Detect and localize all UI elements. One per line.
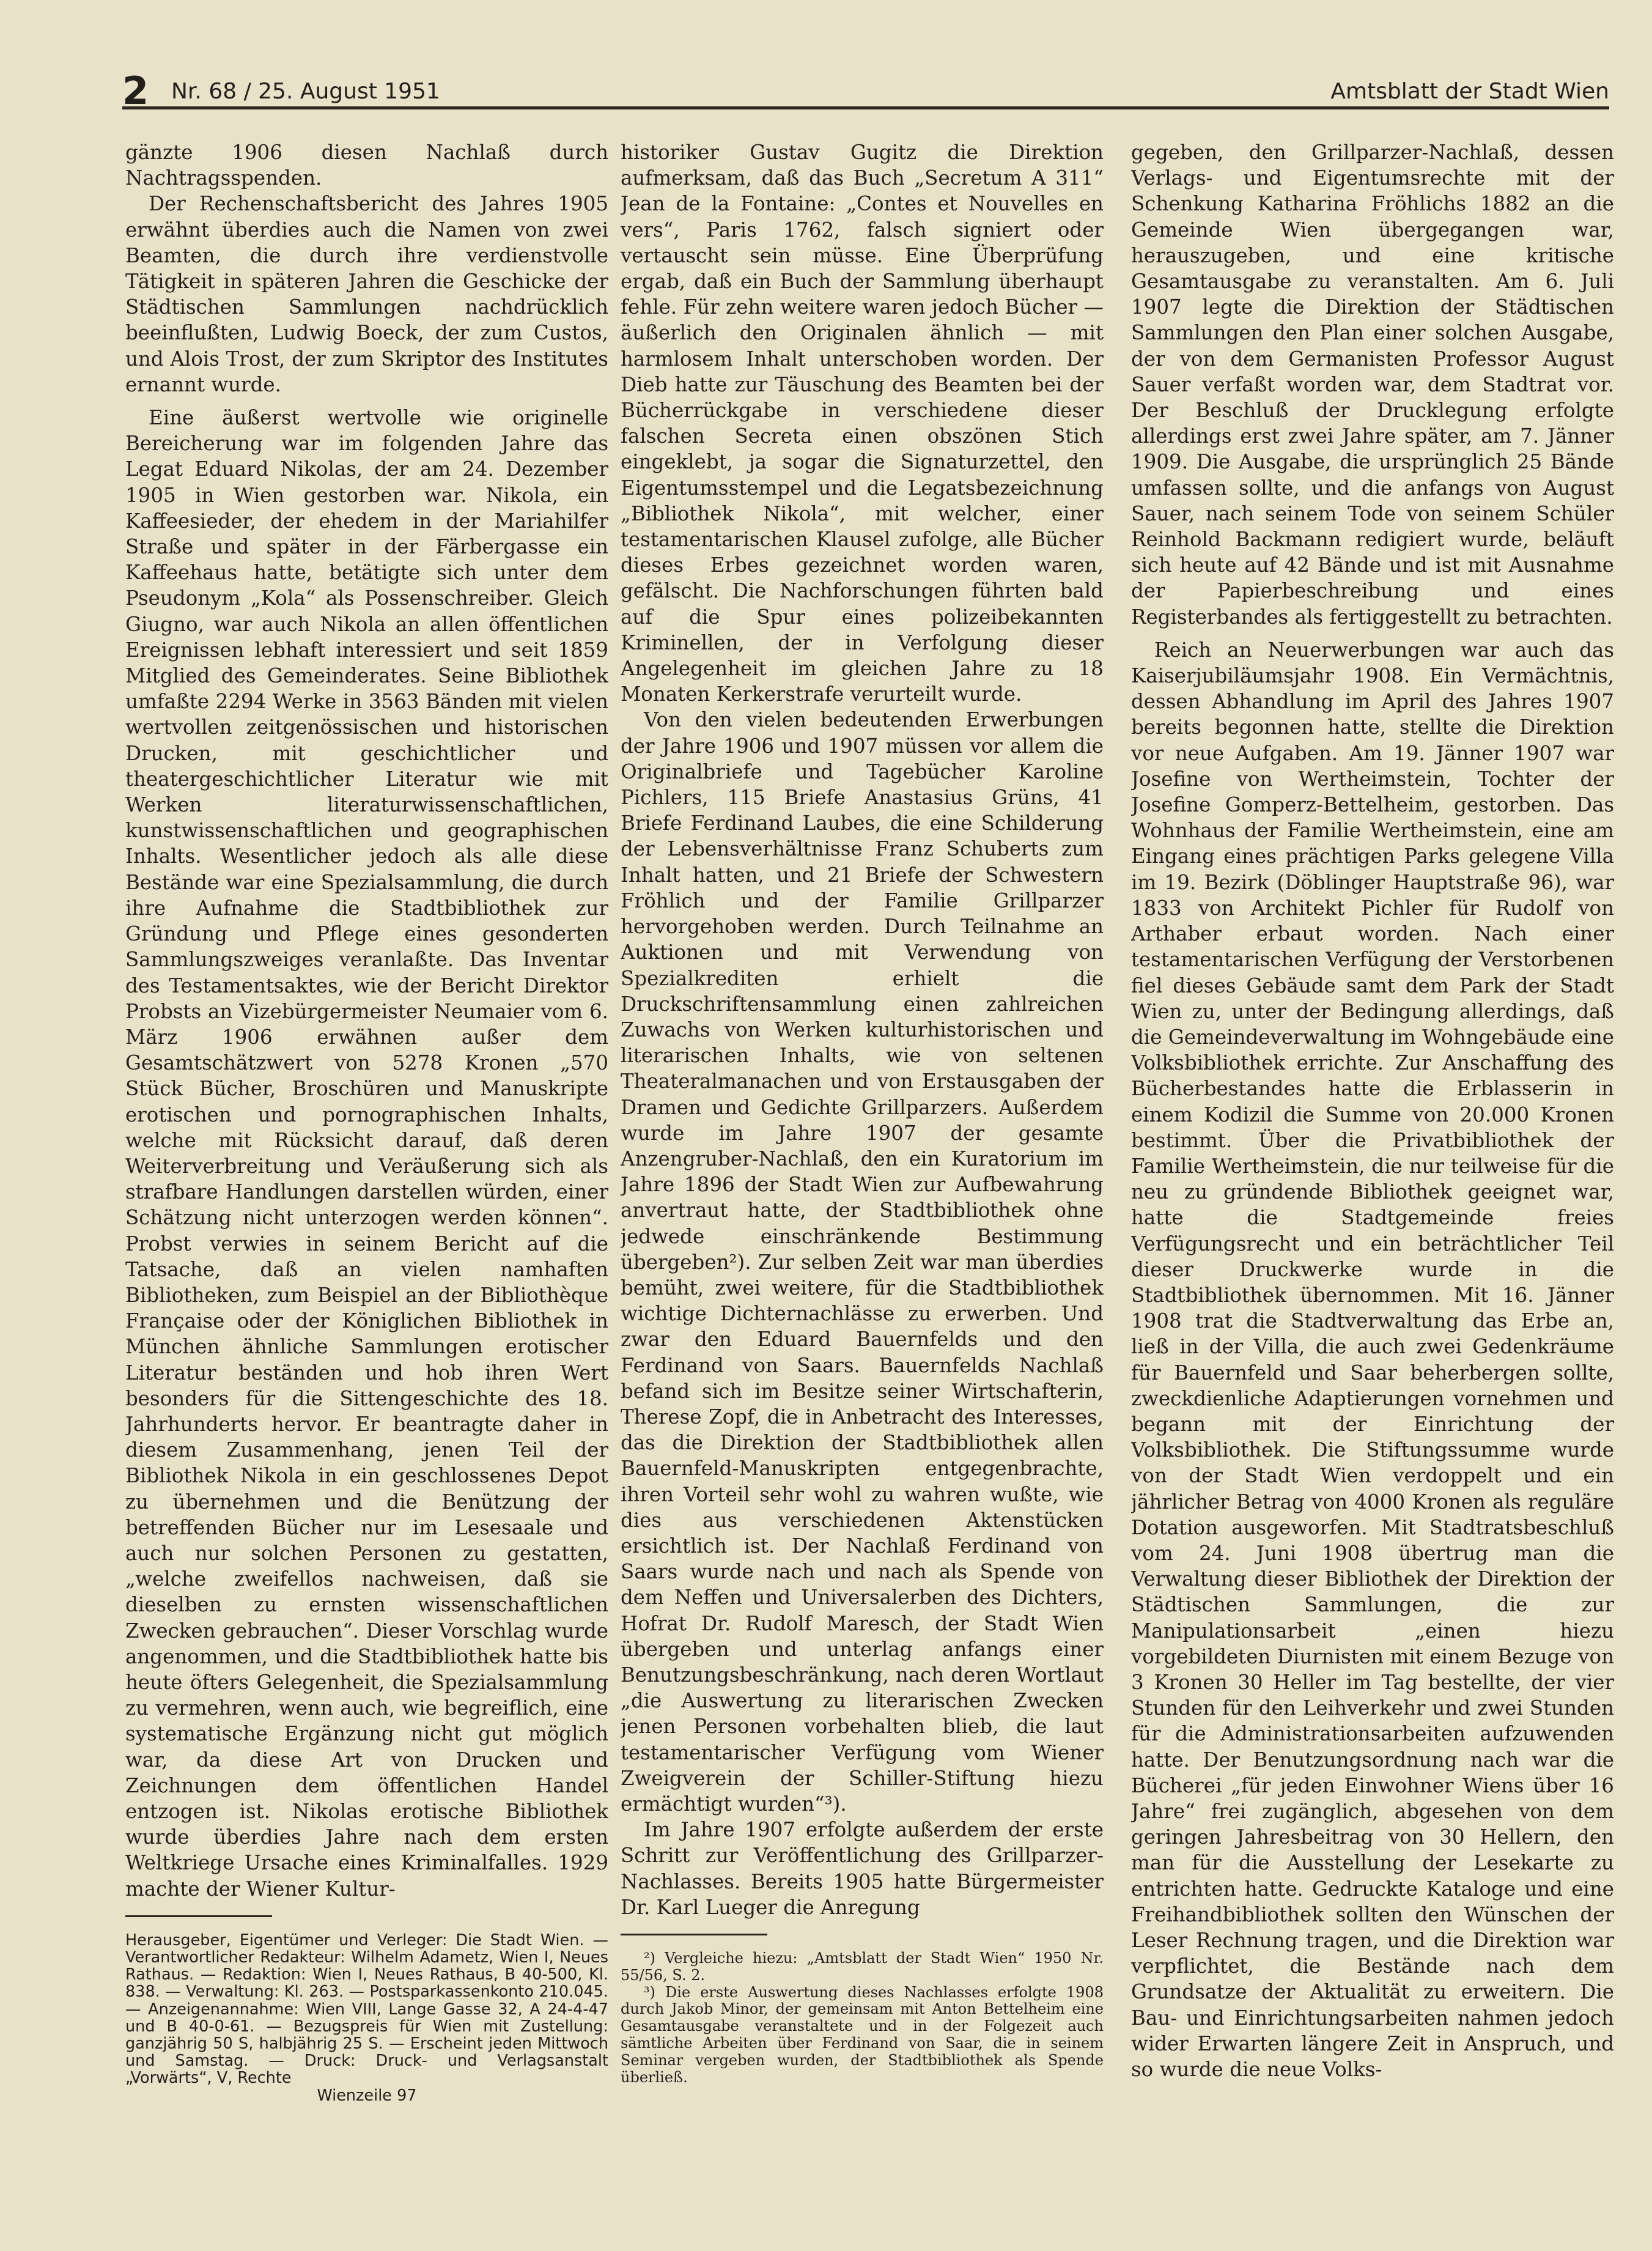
paragraph: Eine äußerst wertvolle wie originelle Bereicherung war im folgenden Jahre das Legat Eduard Nikolas, der am 24. Dezember 1905 in Wien gestorben war. Nikola, ein Kaffeesieder, der ehedem in der Mariahilfer Straße und später in der Färbergasse ein Kaffeehaus hatte, betätigte sich unter dem Pseudonym „Kola“ als Possenschreiber. Gleich Giugno, war auch Nikola an allen öffentlichen Ereignissen lebhaft interessiert und seit 1859 Mitglied des Gemeinderates. Seine Bibliothek umfaßte 2294 Werke in 3563 Bänden mit vielen wertvollen zeitgenössischen und historischen Drucken, mit geschichtlicher und theatergeschichtlicher Literatur wie mit Werken literaturwissenschaftlichen, kunstwissenschaftlichen und geographischen Inhalts. Wesentlicher jedoch als alle diese Bestände war eine Spezialsammlung, die durch ihre Aufnahme die Stadtbibliothek zur Gründung und Pflege eines gesonderten Sammlungszweiges veranlaßte. Das Inventar des Testamentsaktes, wie der Bericht Direktor Probsts an Vizebürgermeister Neumaier vom 6. März 1906 erwähnen außer dem Gesamtschätzwert von 5278 Kronen „570 Stück Bücher, Broschüren und Manuskripte erotischen und pornographischen Inhalts, welche mit Rücksicht darauf, daß deren Weiterverbreitung und Veräußerung sich als strafbare Handlungen darstellen würden, einer Schätzung nicht unterzogen werden können“. Probst verwies in seinem Bericht auf die Tatsache, daß an vielen namhaften Bibliotheken, zum Beispiel an der Bibliothèque Française oder der Königlichen Bibliothek in München ähnliche Sammlungen erotischer Literatur beständen und hob ihren Wert besonders für die Sittengeschichte des 18. Jahrhunderts hervor. Er beantragte daher in diesem Zusammenhang, jenen Teil der Bibliothek Nikola in ein geschlossenes Depot zu übernehmen und die Benützung der betreffenden Bücher nur im Lesesaale und auch nur solchen Personen zu gestatten, „welche zweifellos nachweisen, daß sie dieselben zu ernsten wissenschaftlichen Zwecken gebrauchen“. Dieser Vorschlag wurde angenommen, und die Stadtbibliothek hatte bis heute öfters Gelegenheit, die Spezialsammlung zu vermehren, wenn auch, wie begreiflich, eine systematische Ergänzung nicht gut möglich war, da diese Art von Drucken und Zeichnungen dem öffentlichen Handel entzogen ist. Nikolas erotische Bibliothek wurde überdies Jahre nach dem ersten Weltkriege Ursache eines Kriminalfalles. 1929 machte der Wiener Kultur-	[125, 406, 608, 1901]
imprint-last-line: Wienzeile 97	[317, 2086, 417, 2105]
footnote: ³) Die erste Auswertung dieses Nachlasses erfolgte 1908 durch Jakob Minor, der gemeinsam mit Anton Bettelheim eine Gesamtausgabe veranstaltete und in der Folgezeit auch sämtliche Arbeiten über Ferdinand von Saar, die in seinem Seminar vergeben wurden, der Stadtbibliothek als Spende überließ.	[621, 1983, 1104, 2086]
imprint: Herausgeber, Eigentümer und Verleger: Die Stadt Wien. — Verantwortlicher Redakteur: Wilhelm Adametz, Wien I, Neues Rathaus. — Redaktion: Wien I, Neues Rathaus, B 40-500, Kl. 838. — Verwaltung: Kl. 263. — Postsparkassenkonto 210.045. — Anzeigenannahme: Wien VIII, Lange Gasse 32, A 24-4-47 und B 40-0-61. — Bezugspreis für Wien mit Zustellung: ganzjährig 50 S, halbjährig 25 S. — Erscheint jeden Mittwoch und Samstag. — Druck: Druck- und Verlagsanstalt „Vorwärts“, V, Rechte	[125, 1931, 608, 2088]
paragraph: Von den vielen bedeutenden Erwerbungen der Jahre 1906 und 1907 müssen vor allem die Originalbriefe und Tagebücher Karoline Pichlers, 115 Briefe Anastasius Grüns, 41 Briefe Ferdinand Laubes, die eine Schilderung der Lebensverhältnisse Franz Schuberts zum Inhalt hatten, und 21 Briefe der Schwestern Fröhlich und der Familie Grillparzer hervorgehoben werden. Durch Teilnahme an Auktionen und mit Verwendung von Spezialkrediten erhielt die Druckschriftensammlung einen zahlreichen Zuwachs von Werken kulturhistorischen und literarischen Inhalts, wie von seltenen Theateralmanachen und von Erstausgaben der Dramen und Gedichte Grillparzers. Außerdem wurde im Jahre 1907 der gesamte Anzengruber-Nachlaß, den ein Kuratorium im Jahre 1896 der Stadt Wien zur Aufbewahrung anvertraut hatte, der Stadtbibliothek ohne jedwede einschränkende Bestimmung übergeben²). Zur selben Zeit war man überdies bemüht, zwei weitere, für die Stadtbibliothek wichtige Dichternachlässe zu erwerben. Und zwar den Eduard Bauernfelds und den Ferdinand von Saars. Bauernfelds Nachlaß befand sich im Besitze seiner Wirtschafterin, Therese Zopf, die in Anbetracht des Interesses, das die Direktion der Stadtbibliothek allen Bauernfeld-Manuskripten entgegenbrachte, ihren Vorteil sehr wohl zu wahren wußte, wie dies aus verschiedenen Aktenstücken ersichtlich ist. Der Nachlaß Ferdinand von Saars wurde nach und nach als Spende von dem Neffen und Universalerben des Dichters, Hofrat Dr. Rudolf Maresch, der Stadt Wien übergeben und unterlag anfangs einer Benutzungsbeschränkung, nach deren Wortlaut „die Auswertung zu literarischen Zwecken jenen Personen vorbehalten blieb, die laut testamentarischer Verfügung vom Wiener Zweigverein der Schiller-Stiftung hiezu ermächtigt wurden“³).	[621, 708, 1104, 1816]
footnote-divider	[621, 1934, 767, 1935]
footnote: ²) Vergleiche hiezu: „Amtsblatt der Stadt Wien“ 1950 Nr. 55/56, S. 2.	[621, 1950, 1104, 1984]
article-column-2	[621, 139, 1104, 2219]
paragraph: historiker Gustav Gugitz die Direktion aufmerksam, daß das Buch „Secretum A 311“ Jean de la Fontaine: „Contes et Nouvelles en vers“, Paris 1762, falsch signiert oder vertauscht sein müsse. Eine Überprüfung ergab, daß ein Buch der Sammlung überhaupt fehle. Für zehn weitere waren jedoch Bücher — äußerlich den Originalen ähnlich — mit harmlosem Inhalt unterschoben worden. Der Dieb hatte zur Täuschung des Beamten bei der Bücherrückgabe in verschiedene dieser falschen Secreta einen obszönen Stich eingeklebt, ja sogar die Signaturzettel, den Eigentumsstempel und die Legatsbezeichnung „Bibliothek Nikola“, mit welcher, einer testamentarischen Klausel zufolge, alle Bücher dieses Erbes gezeichnet worden waren, gefälscht. Die Nachforschungen führten bald auf die Spur eines polizeibekannten Kriminellen, der in Verfolgung dieser Angelegenheit im gleichen Jahre zu 18 Monaten Kerkerstrafe verurteilt wurde.	[621, 141, 1104, 706]
page-number: 2	[122, 68, 149, 113]
header-rule	[122, 106, 1609, 109]
article-column-3	[1131, 139, 1614, 2219]
paragraph: Der Rechenschaftsbericht des Jahres 1905 erwähnt überdies auch die Namen von zwei Beamten, die durch ihre verdienstvolle Tätigkeit in späteren Jahren die Geschicke der Städtischen Sammlungen nachdrücklich beeinflußten, Ludwig Boeck, der zum Custos, und Alois Trost, der zum Skriptor des Institutes ernannt wurde.	[125, 192, 608, 396]
article-column-1	[125, 139, 608, 2219]
paragraph: Reich an Neuerwerbungen war auch das Kaiserjubiläumsjahr 1908. Ein Vermächtnis, dessen Abhandlung im April des Jahres 1907 bereits begonnen hatte, stellte die Direktion vor neue Aufgaben. Am 19. Jänner 1907 war Josefine von Wertheimstein, Tochter der Josefine Gomperz-Bettelheim, gestorben. Das Wohnhaus der Familie Wertheimstein, eine am Eingang eines prächtigen Parks gelegene Villa im 19. Bezirk (Döblinger Hauptstraße 96), war 1833 von Architekt Pichler für Rudolf von Arthaber erbaut worden. Nach einer testamentarischen Verfügung der Verstorbenen fiel dieses Gebäude samt dem Park der Stadt Wien zu, unter der Bedingung allerdings, daß die Gemeindeverwaltung im Wohngebäude eine Volksbibliothek errichte. Zur Anschaffung des Bücherbestandes hatte die Erblasserin in einem Kodizil die Summe von 20.000 Kronen bestimmt. Über die Privatbibliothek der Familie Wertheimstein, die nur teilweise für die neu zu gründende Bibliothek geeignet war, hatte die Stadtgemeinde freies Verfügungsrecht und ein beträchtlicher Teil dieser Druckwerke wurde in die Stadtbibliothek übernommen. Mit 16. Jänner 1908 trat die Stadtverwaltung das Erbe an, ließ in der Villa, die auch zwei Gedenkräume für Bauernfeld und Saar beherbergen sollte, zweckdienliche Adaptierungen vornehmen und begann mit der Einrichtung der Volksbibliothek. Die Stiftungssumme wurde von der Stadt Wien verdoppelt und ein jährlicher Betrag von 4000 Kronen als reguläre Dotation ausgeworfen. Mit Stadtratsbeschluß vom 24. Juni 1908 übertrug man die Verwaltung dieser Bibliothek der Direktion der Städtischen Sammlungen, die zur Manipulationsarbeit „einen hiezu vorgebildeten Diurnisten mit einem Bezuge von 3 Kronen 30 Heller im Tag bestellte, der vier Stunden für den Leihverkehr und zwei Stunden für die Administrationsarbeiten aufzuwenden hatte. Der Benutzungsordnung nach war die Bücherei „für jeden Einwohner Wiens über 16 Jahre“ frei zugänglich, abgesehen von dem geringen Jahresbeitrag von 30 Hellern, den man für die Ausstellung der Lesekarte zu entrichten hatte. Gedruckte Kataloge und eine Freihandbibliothek sollten den Wünschen der Leser Rechnung tragen, und die Direktion war verpflichtet, die Bestände nach dem Grundsatze der Aktualität zu erweitern. Die Bau- und Einrichtungsarbeiten nahmen jedoch wider Erwarten längere Zeit in Anspruch, und so wurde die neue Volks-	[1131, 638, 1614, 2082]
paragraph: gegeben, den Grillparzer-Nachlaß, dessen Verlags- und Eigentumsrechte mit der Schenkung Katharina Fröhlichs 1882 an die Gemeinde Wien übergegangen war, herauszugeben, und eine kritische Gesamtausgabe zu veranstalten. Am 6. Juli 1907 legte die Direktion der Städtischen Sammlungen den Plan einer solchen Ausgabe, der von dem Germanisten Professor August Sauer verfaßt worden war, dem Stadtrat vor. Der Beschluß der Drucklegung erfolgte allerdings erst zwei Jahre später, am 7. Jänner 1909. Die Ausgabe, die ursprünglich 25 Bände umfassen sollte, und die anfangs von August Sauer, nach seinem Tode von seinem Schüler Reinhold Backmann redigiert wurde, beläuft sich heute auf 42 Bände und ist mit Ausnahme der Papierbeschreibung und eines Registerbandes als fertiggestellt zu betrachten.	[1131, 141, 1614, 629]
imprint-divider	[125, 1915, 272, 1917]
paragraph: Im Jahre 1907 erfolgte außerdem der erste Schritt zur Veröffentlichung des Grillparzer-Nachlasses. Bereits 1905 hatte Bürgermeister Dr. Karl Lueger die Anregung	[621, 1818, 1104, 1919]
page-header	[122, 68, 1609, 113]
masthead: Amtsblatt der Stadt Wien	[1330, 79, 1609, 104]
issue-info: Nr. 68 / 25. August 1951	[171, 79, 440, 104]
paragraph: gänzte 1906 diesen Nachlaß durch Nachtragsspenden.	[125, 141, 608, 190]
